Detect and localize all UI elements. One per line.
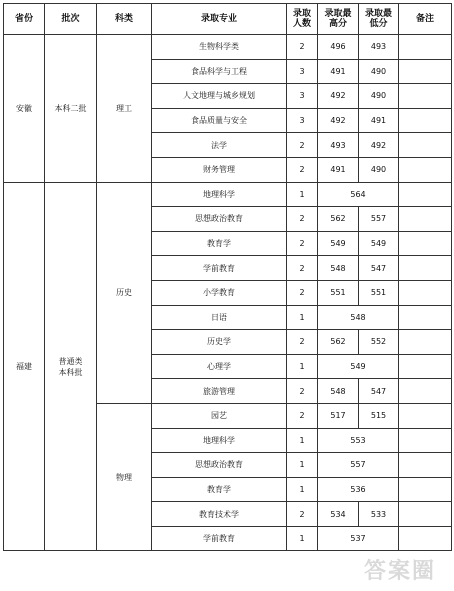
high-score-cell: 517 xyxy=(318,403,359,428)
low-score-cell: 547 xyxy=(359,256,399,281)
high-score-cell: 492 xyxy=(318,108,359,133)
province-cell: 安徽 xyxy=(4,35,45,183)
note-cell xyxy=(399,330,452,355)
note-cell xyxy=(399,354,452,379)
count-cell: 2 xyxy=(287,157,318,182)
count-cell: 1 xyxy=(287,182,318,207)
header-major: 录取专业 xyxy=(152,4,287,35)
count-cell: 3 xyxy=(287,84,318,109)
high-score-cell: 562 xyxy=(318,207,359,232)
batch-cell: 普通类 本科批 xyxy=(45,182,97,551)
low-score-cell: 549 xyxy=(359,231,399,256)
table-row xyxy=(4,182,452,207)
high-score-cell: 548 xyxy=(318,379,359,404)
note-cell xyxy=(399,280,452,305)
subject-cell: 历史 xyxy=(97,182,152,403)
major-cell: 食品质量与安全 xyxy=(152,108,287,133)
admission-table xyxy=(3,3,452,551)
low-score-cell: 551 xyxy=(359,280,399,305)
score-cell: 549 xyxy=(318,354,399,379)
note-cell xyxy=(399,207,452,232)
count-cell: 1 xyxy=(287,428,318,453)
high-score-cell: 491 xyxy=(318,157,359,182)
low-score-cell: 490 xyxy=(359,157,399,182)
batch-cell: 本科二批 xyxy=(45,35,97,183)
major-cell: 思想政治教育 xyxy=(152,207,287,232)
note-cell xyxy=(399,59,452,84)
note-cell xyxy=(399,453,452,478)
note-cell xyxy=(399,35,452,60)
major-cell: 人文地理与城乡规划 xyxy=(152,84,287,109)
subject-cell: 物理 xyxy=(97,403,152,551)
high-score-cell: 492 xyxy=(318,84,359,109)
count-cell: 2 xyxy=(287,280,318,305)
subject-cell: 理工 xyxy=(97,35,152,183)
count-cell: 3 xyxy=(287,59,318,84)
high-score-cell: 493 xyxy=(318,133,359,158)
major-cell: 法学 xyxy=(152,133,287,158)
high-score-cell: 491 xyxy=(318,59,359,84)
note-cell xyxy=(399,84,452,109)
count-cell: 2 xyxy=(287,231,318,256)
major-cell: 园艺 xyxy=(152,403,287,428)
major-cell: 地理科学 xyxy=(152,182,287,207)
count-cell: 2 xyxy=(287,35,318,60)
low-score-cell: 547 xyxy=(359,379,399,404)
note-cell xyxy=(399,157,452,182)
note-cell xyxy=(399,477,452,502)
major-cell: 日语 xyxy=(152,305,287,330)
count-cell: 1 xyxy=(287,453,318,478)
high-score-cell: 496 xyxy=(318,35,359,60)
major-cell: 教育学 xyxy=(152,477,287,502)
header-province: 省份 xyxy=(4,4,45,35)
score-cell: 564 xyxy=(318,182,399,207)
watermark-logo: 答案圈 xyxy=(363,559,436,584)
count-cell: 2 xyxy=(287,403,318,428)
note-cell xyxy=(399,428,452,453)
major-cell: 小学教育 xyxy=(152,280,287,305)
note-cell xyxy=(399,502,452,527)
score-cell: 553 xyxy=(318,428,399,453)
score-cell: 537 xyxy=(318,526,399,551)
header-batch: 批次 xyxy=(45,4,97,35)
note-cell xyxy=(399,231,452,256)
note-cell xyxy=(399,133,452,158)
score-cell: 536 xyxy=(318,477,399,502)
header-count: 录取 人数 xyxy=(287,4,318,35)
score-cell: 557 xyxy=(318,453,399,478)
high-score-cell: 549 xyxy=(318,231,359,256)
note-cell xyxy=(399,403,452,428)
major-cell: 思想政治教育 xyxy=(152,453,287,478)
count-cell: 1 xyxy=(287,305,318,330)
count-cell: 1 xyxy=(287,354,318,379)
low-score-cell: 493 xyxy=(359,35,399,60)
header-low-score: 录取最 低分 xyxy=(359,4,399,35)
major-cell: 学前教育 xyxy=(152,526,287,551)
low-score-cell: 491 xyxy=(359,108,399,133)
major-cell: 地理科学 xyxy=(152,428,287,453)
count-cell: 2 xyxy=(287,133,318,158)
high-score-cell: 534 xyxy=(318,502,359,527)
table-row xyxy=(4,35,452,60)
note-cell xyxy=(399,256,452,281)
note-cell xyxy=(399,379,452,404)
low-score-cell: 492 xyxy=(359,133,399,158)
major-cell: 教育学 xyxy=(152,231,287,256)
header-high-score: 录取最 高分 xyxy=(318,4,359,35)
header-subject: 科类 xyxy=(97,4,152,35)
province-cell: 福建 xyxy=(4,182,45,551)
high-score-cell: 562 xyxy=(318,330,359,355)
low-score-cell: 557 xyxy=(359,207,399,232)
major-cell: 历史学 xyxy=(152,330,287,355)
low-score-cell: 552 xyxy=(359,330,399,355)
major-cell: 财务管理 xyxy=(152,157,287,182)
score-cell: 548 xyxy=(318,305,399,330)
note-cell xyxy=(399,108,452,133)
count-cell: 2 xyxy=(287,502,318,527)
count-cell: 2 xyxy=(287,256,318,281)
major-cell: 心理学 xyxy=(152,354,287,379)
major-cell: 生物科学类 xyxy=(152,35,287,60)
note-cell xyxy=(399,305,452,330)
major-cell: 旅游管理 xyxy=(152,379,287,404)
high-score-cell: 551 xyxy=(318,280,359,305)
major-cell: 学前教育 xyxy=(152,256,287,281)
low-score-cell: 515 xyxy=(359,403,399,428)
count-cell: 2 xyxy=(287,330,318,355)
note-cell xyxy=(399,182,452,207)
low-score-cell: 490 xyxy=(359,84,399,109)
low-score-cell: 533 xyxy=(359,502,399,527)
count-cell: 1 xyxy=(287,477,318,502)
header-row xyxy=(4,4,452,35)
count-cell: 2 xyxy=(287,207,318,232)
header-note: 备注 xyxy=(399,4,452,35)
count-cell: 3 xyxy=(287,108,318,133)
major-cell: 食品科学与工程 xyxy=(152,59,287,84)
high-score-cell: 548 xyxy=(318,256,359,281)
count-cell: 1 xyxy=(287,526,318,551)
note-cell xyxy=(399,526,452,551)
major-cell: 教育技术学 xyxy=(152,502,287,527)
low-score-cell: 490 xyxy=(359,59,399,84)
count-cell: 2 xyxy=(287,379,318,404)
